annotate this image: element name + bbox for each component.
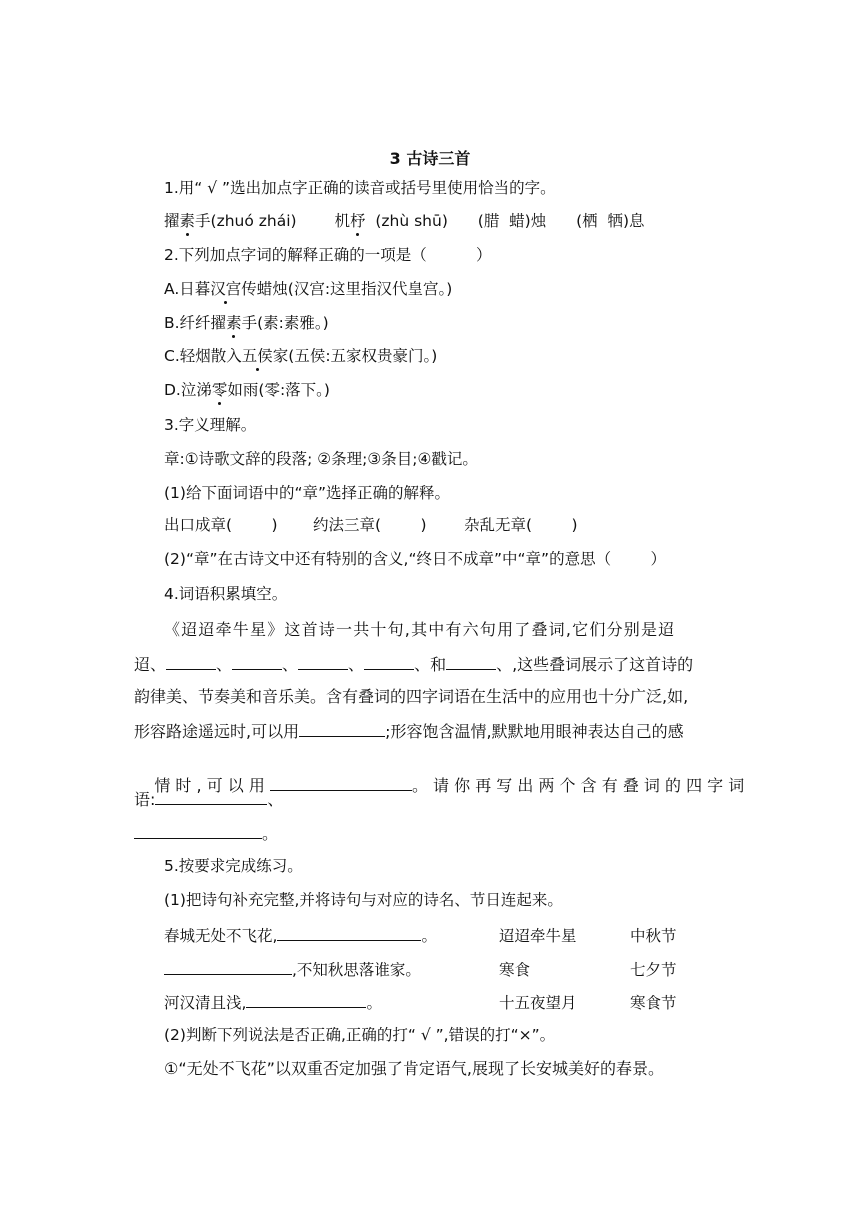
q4-line-3: 韵律美、节奏美和音乐美。含有叠词的四字词语在生活中的应用也十分广泛,如, — [134, 687, 689, 706]
q4-line-2: 迢、 、 、 、 、和 、,这些叠词展示了这首诗的 — [134, 655, 694, 674]
q2-option-a: A.日暮汉宫传蜡烛(汉宫:这里指汉代皇宫。) — [164, 280, 453, 298]
q1-item-4: (栖 牺)息 — [576, 212, 645, 230]
q4-line-6: 语: 、 — [134, 790, 284, 809]
q1-items — [164, 211, 645, 231]
q5-row-1-festival[interactable]: 中秋节 — [630, 927, 677, 945]
q4-line-4: 形容路途遥远时,可以用 ;形容饱含温情,默默地用眼神表达自己的感 — [134, 722, 684, 741]
blank-poem-2[interactable] — [164, 958, 292, 975]
q3-sub1: (1)给下面词语中的“章”选择正确的解释。 — [164, 484, 451, 502]
q2-option-d: D.泣涕零如雨(零:落下。) — [164, 381, 330, 399]
blank-8[interactable] — [155, 788, 267, 805]
q1-item-2: 机杼 (zhù shū) — [334, 212, 448, 230]
blank-9[interactable] — [134, 822, 262, 839]
q5-row-2-festival[interactable]: 七夕节 — [630, 961, 677, 979]
q4-line-1: 《迢迢牵牛星》这首诗一共十句,其中有六句用了叠词,它们分别是迢 — [164, 620, 676, 639]
q5-row-1-title[interactable]: 迢迢牵牛星 — [499, 927, 577, 945]
q4-line-5: 情 时 , 可 以 用 。 请 你 再 写 出 两 个 含 有 叠 词 的 四 字 词 — [154, 776, 745, 795]
q3-word-3[interactable]: 杂乱无章( ) — [464, 516, 578, 534]
q5-row-2-title[interactable]: 寒食 — [499, 961, 531, 979]
q5-row-2-poem: ,不知秋思落谁家。 — [164, 958, 421, 980]
q5-row-3-festival[interactable]: 寒食节 — [630, 994, 677, 1012]
blank-5[interactable] — [446, 653, 496, 670]
q5-row-3-title[interactable]: 十五夜望月 — [499, 994, 577, 1012]
q5-row-1-poem: 春城无处不飞花, 。 — [164, 924, 437, 946]
q2-option-c: C.轻烟散入五侯家(五侯:五家权贵豪门。) — [164, 347, 438, 365]
blank-7[interactable] — [270, 774, 412, 791]
blank-1[interactable] — [166, 653, 216, 670]
q3-word-1[interactable]: 出口成章( ) — [164, 516, 278, 534]
q5-row-3-poem: 河汉清且浅, 。 — [164, 991, 382, 1013]
q3-word-2[interactable]: 约法三章( ) — [313, 516, 427, 534]
page-title: 3 古诗三首 — [389, 149, 471, 168]
blank-2[interactable] — [232, 653, 282, 670]
q5-sub2: (2)判断下列说法是否正确,正确的打“ √ ”,错误的打“×”。 — [164, 1026, 556, 1044]
blank-6[interactable] — [299, 720, 385, 737]
q4-line-7: 。 — [134, 822, 278, 844]
q5-prompt: 5.按要求完成练习。 — [164, 857, 303, 875]
q3-sub2: (2)“章”在古诗文中还有特别的含义,“终日不成章”中“章”的意思（ ） — [164, 550, 666, 568]
q1-prompt: 1.用“ √ ”选出加点字正确的读音或括号里使用恰当的字。 — [164, 179, 556, 197]
q3-definitions: 章:①诗歌文辞的段落; ②条理;③条目;④戳记。 — [164, 450, 478, 468]
q1-item-3: (腊 蜡)烛 — [477, 212, 547, 230]
q1-item-1: 擢素手(zhuó zhái) — [164, 212, 297, 230]
q2-option-b: B.纤纤擢素手(素:素雅。) — [164, 314, 329, 332]
q2-prompt: 2.下列加点字词的解释正确的一项是（ ） — [164, 246, 492, 264]
blank-3[interactable] — [298, 653, 348, 670]
blank-poem-1[interactable] — [277, 924, 421, 941]
q4-prompt: 4.词语积累填空。 — [164, 585, 288, 603]
q5-item-1: ①“无处不飞花”以双重否定加强了肯定语气,展现了长安城美好的春景。 — [164, 1059, 665, 1078]
q5-sub1: (1)把诗句补充完整,并将诗句与对应的诗名、节日连起来。 — [164, 891, 563, 909]
blank-4[interactable] — [364, 653, 414, 670]
q3-prompt: 3.字义理解。 — [164, 416, 257, 434]
blank-poem-3[interactable] — [246, 991, 366, 1008]
